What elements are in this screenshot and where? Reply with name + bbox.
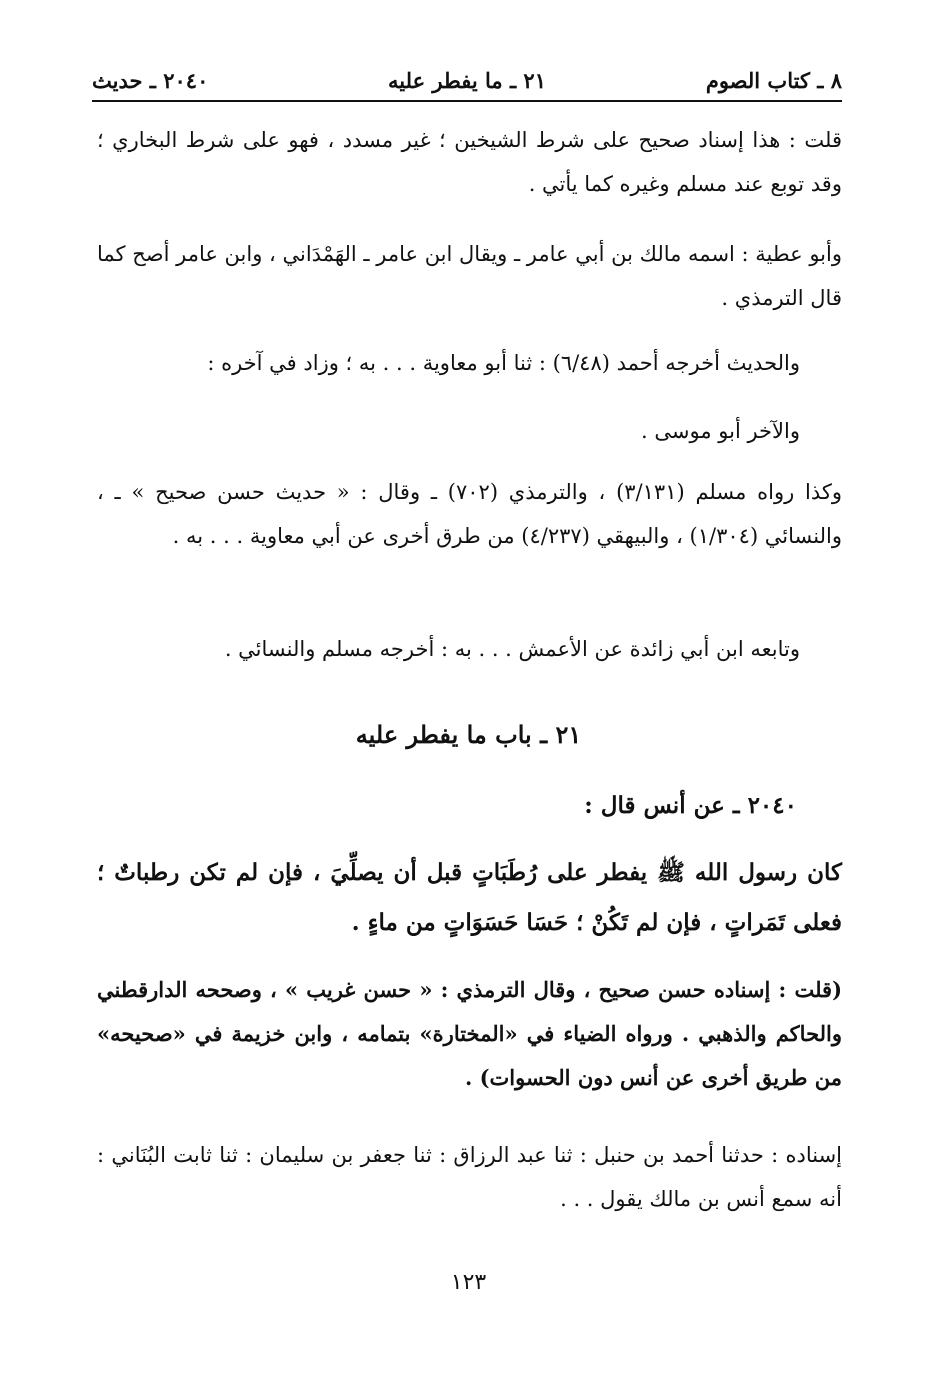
header-chapter-title: ٢١ ـ ما يفطر عليه xyxy=(388,68,546,93)
hadith-text: كان رسول الله ﷺ يفطر على رُطَبَاتٍ قبل أن يصلِّيَ ، فإن لم تكن رطباتٌ ؛ فعلى تَمَراتٍ ، فإن لم تَكُنْ ؛ حَسَا حَسَوَاتٍ من ماءٍ . xyxy=(97,859,842,936)
page-number: ١٢٣ xyxy=(450,1270,487,1295)
running-header xyxy=(92,62,842,102)
grading-note: (قلت : إسناده حسن صحيح ، وقال الترمذي : « حسن غريب » ، وصححه الدارقطني والحاكم والذهبي . ورواه الضياء في «المختارة» بتمامه ، وابن خزيمة في «صحيحه» من طريق أخرى عن أنس دون الحسوات) . xyxy=(97,977,842,1090)
header-book-title: ٨ ـ كتاب الصوم xyxy=(705,68,842,93)
paragraph-2: وأبو عطية : اسمه مالك بن أبي عامر ـ ويقال ابن عامر ـ الهَمْدَاني ، وابن عامر أصح كما قال الترمذي . xyxy=(97,242,842,310)
paragraph-1: قلت : هذا إسناد صحيح على شرط الشيخين ؛ غير مسدد ، فهو على شرط البخاري ؛ وقد توبع عند مسلم وغيره كما يأتي . xyxy=(97,128,842,196)
chapter-title: ٢١ ـ باب ما يفطر عليه xyxy=(355,720,582,749)
paragraph-5: وكذا رواه مسلم (٣/١٣١) ، والترمذي (٧٠٢) ـ وقال : « حديث حسن صحيح » ـ ، والنسائي (١/٣٠٤) ، والبيهقي (٤/٢٣٧) من طرق أخرى عن أبي معاوية . . . به . xyxy=(97,480,842,548)
paragraph-3: والحديث أخرجه أحمد (٦/٤٨) : ثنا أبو معاوية . . . به ؛ وزاد في آخره : xyxy=(207,351,800,375)
header-hadith-number: ٢٠٤٠ ـ حديث xyxy=(92,68,209,93)
isnad-note: إسناده : حدثنا أحمد بن حنبل : ثنا عبد الرزاق : ثنا جعفر بن سليمان : ثنا ثابت البُنَاني : أنه سمع أنس بن مالك يقول . . . xyxy=(97,1143,842,1211)
paragraph-6: وتابعه ابن أبي زائدة عن الأعمش . . . به : أخرجه مسلم والنسائي . xyxy=(224,637,800,661)
hadith-heading: ٢٠٤٠ ـ عن أنس قال : xyxy=(584,792,797,819)
paragraph-4: والآخر أبو موسى . xyxy=(641,419,800,443)
